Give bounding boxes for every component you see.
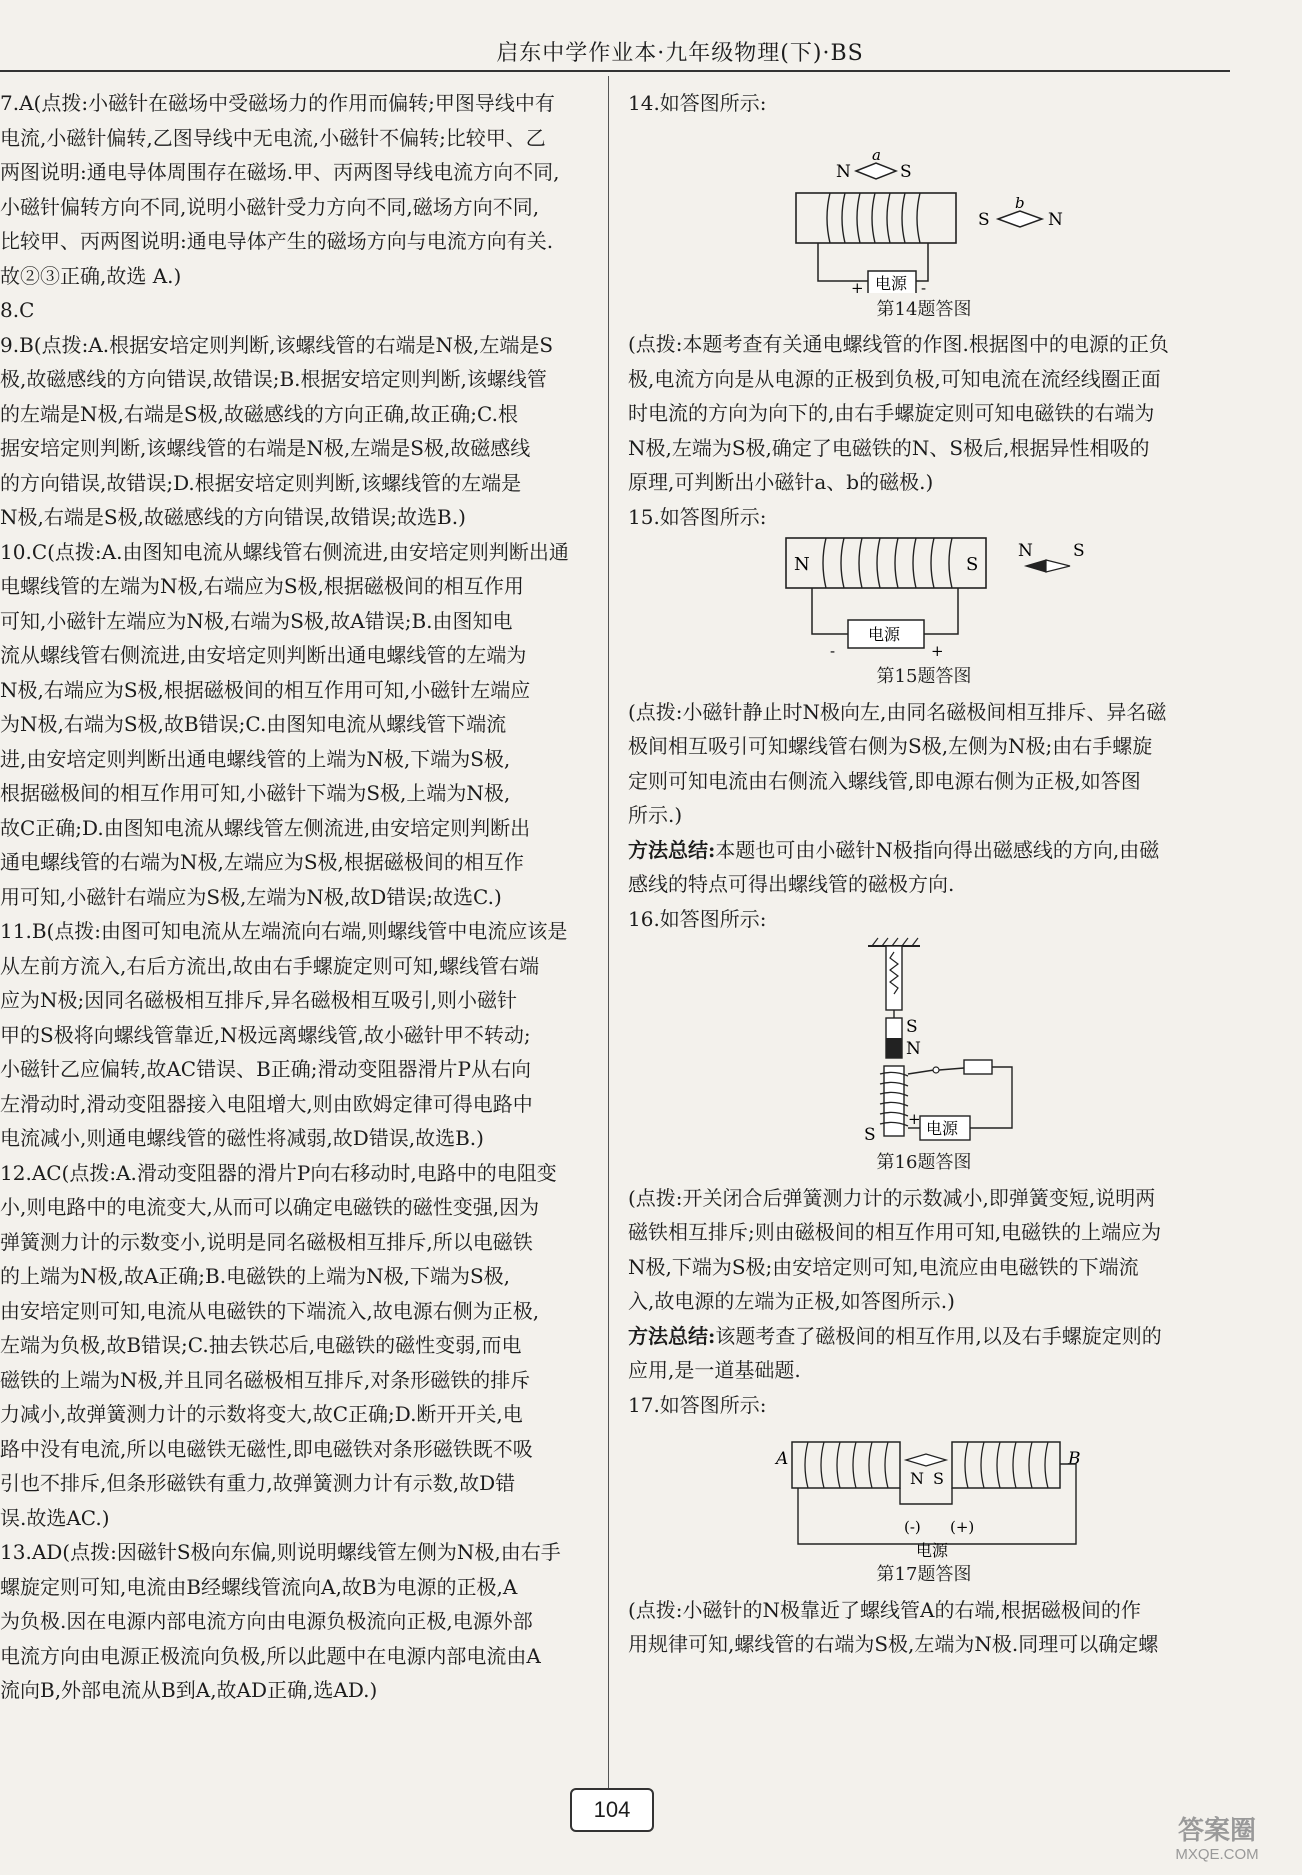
answer-12-number: 12.	[0, 1160, 32, 1185]
q16-method-text: 该题考查了磁极间的相互作用,以及右手螺旋定则的 应用,是一道基础题.	[628, 1323, 1162, 1382]
answer-13	[0, 1535, 590, 1708]
q15-intro: 15.如答图所示:	[628, 504, 767, 529]
q17-caption: 第17题答图	[876, 1564, 972, 1585]
q17-intro: 17.如答图所示:	[628, 1392, 767, 1417]
q16-coil-s-label: S	[864, 1125, 876, 1145]
q14-minus-sign: -	[921, 278, 927, 293]
q14-iron-core	[796, 193, 956, 243]
answer-11	[0, 914, 590, 1156]
q15-needle-north-half	[1026, 560, 1046, 572]
q14-solenoid-diagram	[628, 121, 1220, 293]
q15-figure	[628, 534, 1220, 660]
q16-method	[628, 1319, 1220, 1388]
left-column	[0, 86, 590, 1708]
q16-resistor	[964, 1060, 992, 1074]
q15-wire-left	[812, 588, 848, 634]
q17-plus-sign: (+)	[950, 1518, 975, 1536]
q15-power-label: 电源	[868, 625, 901, 644]
q17-wire-between	[900, 1488, 952, 1504]
q16-method-label: 方法总结:	[628, 1323, 716, 1348]
q16-magnet-n-label: N	[906, 1039, 921, 1059]
q15-needle-south-half	[1046, 560, 1070, 572]
q16-wire-right	[970, 1067, 1012, 1128]
q14-magnet-b-s-label: S	[978, 209, 990, 230]
watermark-line-2: MXQE.COM	[1175, 1846, 1259, 1863]
q15-coil-s-label: S	[966, 554, 979, 575]
answer-13-number: 13.	[0, 1540, 32, 1564]
answer-12-text: AC(点拨:A.滑动变阻器的滑片P向右移动时,电路中的电阻变 小,则电路中的电流变大,从而可以确定电磁铁的磁性变强,因为 弹簧测力计的示数变小,说明是同名磁极相互排斥,所以电磁铁 的上端为N极,故A正确;B.电磁铁的上端为N极,下端为S极, 由安培定则可知,电流从电磁铁的下端流入,故电源右侧为正极, 左端为负极,故B错误;C.抽去铁芯后,电磁铁的磁性变弱,而电 磁铁的上端为N极,并且同名磁极相互排斥,对条形磁铁的排斥 力减小,故弹簧测力计的示数将变大,故C正确;D.断开开关,电 路中没有电流,所以电磁铁无磁性,即电磁铁对条形磁铁既不吸 引也不排斥,但条形磁铁有重力,故弹簧测力计有示数,故D错 误.故选AC.)	[0, 1160, 557, 1530]
q16-electromagnet-diagram	[628, 936, 1220, 1146]
answer-7-text: A(点拨:小磁针在磁场中受磁场力的作用而偏转;甲图导线中有 电流,小磁针偏转,乙图导线中无电流,小磁针不偏转;比较甲、乙 两图说明:通电导体周围存在磁场.甲、丙两图导线电流方向不同, 小磁针偏转方向不同,说明小磁针受力方向不同,磁场方向不同, 比较甲、丙两图说明:通电导体产生的磁场方向与电流方向有关. 故②③正确,故选 A.)	[0, 91, 560, 288]
page-number: 104	[570, 1788, 654, 1832]
page-header-title: 启东中学作业本·九年级物理(下)·BS	[496, 41, 864, 66]
q17-coil-a-core	[792, 1442, 900, 1488]
q16-intro: 16.如答图所示:	[628, 906, 767, 931]
q17-power-label: 电源	[916, 1541, 949, 1558]
q15-needle-s-label: S	[1073, 541, 1085, 561]
answer-9-text: B(点拨:A.根据安培定则判断,该螺线管的右端是N极,左端是S 极,故磁感线的方向错误,故错误;B.根据安培定则判断,该螺线管 的左端是N极,右端是S极,故磁感线的方向正确,故正确;C.根 据安培定则判断,该螺线管的右端是N极,左端是S极,故磁感线 的方向错误,故错误;D.根据安培定则判断,该螺线管的左端是 N极,右端是S极,故磁感线的方向错误,故错误;故选B.)	[0, 332, 554, 529]
q14-wire-left	[818, 243, 868, 281]
q17-coil-b-core	[952, 1442, 1060, 1488]
q17-needle	[906, 1454, 946, 1466]
q15-coil-n-label: N	[794, 554, 810, 575]
q16-plus-sign: +	[908, 1110, 921, 1128]
q17-figure	[628, 1422, 1220, 1558]
answer-10-text: C(点拨:A.由图知电流从螺线管右侧流进,由安培定则判断出通 电螺线管的左端为N极,右端应为S极,根据磁极间的相互作用 可知,小磁针左端应为N极,右端为S极,故A错误;B.由图知电 流从螺线管右侧流进,由安培定则判断出通电螺线管的左端为 N极,右端应为S极,根据磁极间的相互作用可知,小磁针左端应 为N极,右端为S极,故B错误;C.由图知电流从螺线管下端流 进,由安培定则判断出通电螺线管的上端为N极,下端为S极, 根据磁极间的相互作用可知,小磁针下端为S极,上端为N极, 故C正确;D.由图知电流从螺线管左侧流进,由安培定则判断出 通电螺线管的右端为N极,左端应为S极,根据磁极间的相互作 用可知,小磁针右端应为S极,左端为N极,故D错误;故选C.)	[0, 539, 569, 909]
q16-magnet-s-label: S	[906, 1017, 918, 1037]
q17-coil-a-label: A	[776, 1449, 789, 1469]
q15-wire-right	[924, 588, 958, 634]
header-rule	[0, 70, 1230, 72]
answer-8-number: 8.	[0, 298, 20, 322]
answer-9	[0, 328, 590, 535]
answer-8	[0, 293, 590, 328]
answer-8-text: C	[19, 298, 35, 322]
q17-two-solenoids-diagram	[628, 1422, 1220, 1558]
answer-11-number: 11.	[0, 919, 32, 943]
q14-magnet-a-label: a	[872, 145, 881, 164]
q14-magnet-b-label: b	[1015, 193, 1025, 212]
q17-needle-n-label: N	[910, 1469, 924, 1488]
q15-needle-n-label: N	[1018, 541, 1033, 561]
q15-iron-core	[786, 538, 986, 588]
q15-solenoid-diagram	[628, 534, 1220, 660]
q16-ceiling-hatch	[872, 938, 918, 946]
q14-magnet-a-n-label: N	[836, 161, 851, 182]
q15-plus-sign: +	[931, 642, 944, 660]
q17-needle-s-label: S	[933, 1469, 944, 1488]
column-divider	[608, 76, 609, 1806]
answer-7	[0, 86, 590, 293]
q16-bar-magnet-north	[886, 1038, 902, 1058]
q14-intro: 14.如答图所示:	[628, 91, 767, 115]
site-watermark	[1142, 1815, 1292, 1871]
q16-switch-arm	[939, 1068, 964, 1070]
q16-spring-scale	[886, 946, 902, 1010]
answer-12	[0, 1156, 590, 1536]
q17-note: (点拨:小磁针的N极靠近了螺线管A的右端,根据磁极间的作 用规律可知,螺线管的右端为S极,左端为N极.同理可以确定螺	[628, 1597, 1159, 1656]
q14-magnet-b-needle	[998, 211, 1042, 227]
q14-magnet-b-n-label: N	[1048, 209, 1063, 230]
q14-figure	[628, 121, 1220, 293]
q16-figure	[628, 936, 1220, 1146]
q16-caption: 第16题答图	[876, 1152, 972, 1173]
q17-minus-sign: (-)	[904, 1518, 921, 1536]
right-column	[628, 86, 1220, 1662]
answer-10-number: 10.	[0, 539, 32, 564]
q15-method	[628, 833, 1220, 902]
q14-magnet-a-s-label: S	[900, 161, 912, 182]
q14-plus-sign: +	[851, 278, 864, 293]
watermark-line-1: 答案圈	[1177, 1815, 1256, 1845]
answer-13-text: AD(点拨:因磁针S极向东偏,则说明螺线管左侧为N极,由右手 螺旋定则可知,电流由B经螺线管流向A,故B为电源的正极,A 为负极.因在电源内部电流方向由电源负极流向正极,电源外部 电流方向由电源正极流向负极,所以此题中在电源内部电流由A 流向B,外部电流从B到A,故AD正确,选AD.)	[0, 1540, 561, 1702]
q15-minus-sign: -	[830, 642, 836, 660]
q15-note: (点拨:小磁针静止时N极向左,由同名磁极间相互排斥、异名磁 极间相互吸引可知螺线管右侧为S极,左侧为N极;由右手螺旋 定则可知电流由右侧流入螺线管,即电源右侧为正极,如答图 所示.)	[628, 699, 1167, 827]
q14-caption: 第14题答图	[876, 298, 972, 320]
q16-wire-top	[908, 1070, 934, 1074]
q14-note: (点拨:本题考查有关通电螺线管的作图.根据图中的电源的正负 极,电流方向是从电源的正极到负极,可知电流在流经线圈正面 时电流的方向为向下的,由右手螺旋定则可知电磁铁的右端为 N极,左端为S极,确定了电磁铁的N、S极后,根据异性相吸的 原理,可判断出小磁针a、b的磁极.)	[628, 332, 1169, 494]
q14-wire-right	[916, 243, 928, 281]
q16-switch	[933, 1067, 939, 1073]
answer-7-number: 7.	[0, 91, 20, 115]
q14-power-label: 电源	[875, 273, 908, 293]
q14-magnet-a-needle	[856, 163, 896, 179]
q15-method-text: 本题也可由小磁针N极指向得出磁感线的方向,由磁 感线的特点可得出螺线管的磁极方向.	[628, 837, 1160, 896]
q16-power-label: 电源	[926, 1119, 959, 1138]
q15-caption: 第15题答图	[876, 666, 972, 687]
answer-10	[0, 535, 590, 915]
q17-coil-b-label: B	[1068, 1449, 1081, 1469]
q15-method-label: 方法总结:	[628, 837, 716, 862]
q16-electromagnet-core	[884, 1066, 904, 1136]
answer-11-text: B(点拨:由图可知电流从左端流向右端,则螺线管中电流应该是 从左前方流入,右后方流出,故由右手螺旋定则可知,螺线管右端 应为N极;因同名磁极相互排斥,异名磁极相互吸引,则小磁针 甲的S极将向螺线管靠近,N极远离螺线管,故小磁针甲不转动; 小磁针乙应偏转,故AC错误、B正确;滑动变阻器滑片P从右向 左滑动时,滑动变阻器接入电阻增大,则由欧姆定律可得电路中 电流减小,则通电螺线管的磁性将减弱,故D错误,故选B.)	[0, 919, 568, 1150]
answer-9-number: 9.	[0, 332, 20, 357]
q16-note: (点拨:开关闭合后弹簧测力计的示数减小,即弹簧变短,说明两 磁铁相互排斥;则由磁极间的相互作用可知,电磁铁的上端应为 N极,下端为S极;由安培定则可知,电流应由电磁铁的下端流 入,故电源的左端为正极,如答图所示.)	[628, 1185, 1162, 1313]
